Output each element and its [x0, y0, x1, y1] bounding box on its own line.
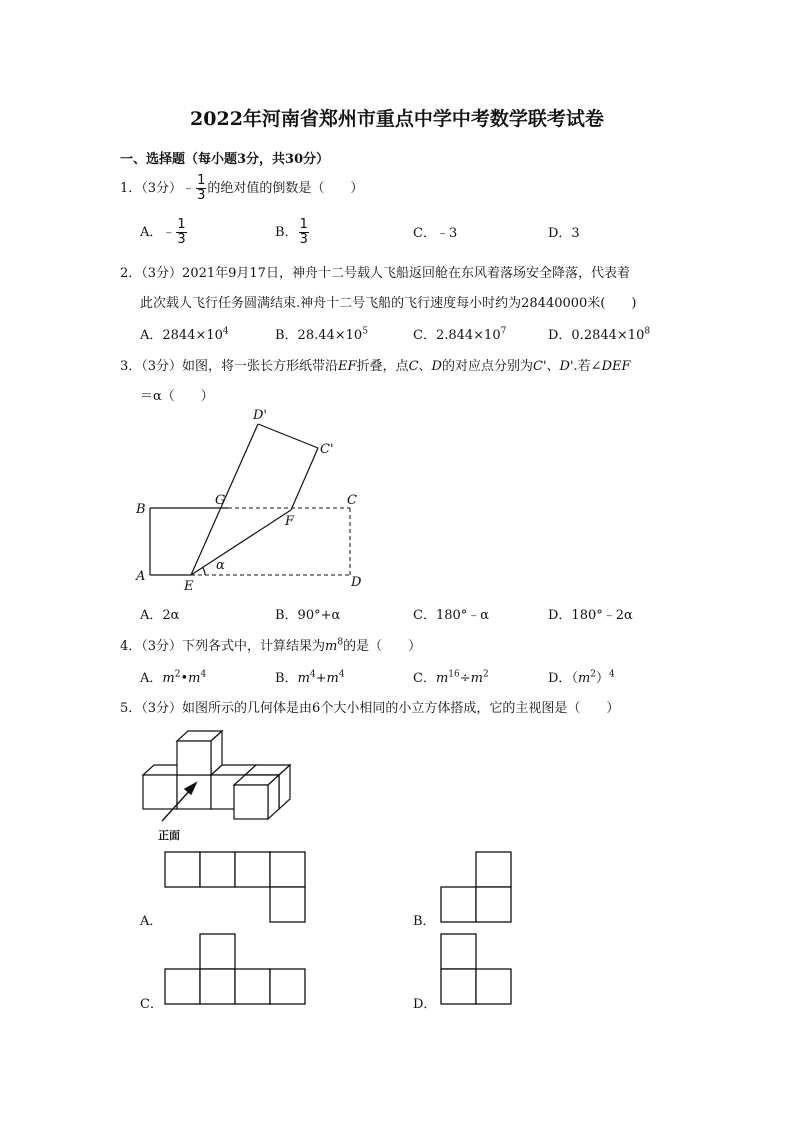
q1-neg: ﹣ — [182, 181, 196, 196]
q4-a-dot: • — [180, 671, 189, 686]
q2-line1: 2．（3分）2021年9月17日，神舟十二号载人飞船返回舱在东风着落场安全降落，代表着 — [120, 266, 630, 281]
q5-d-cell — [441, 969, 476, 1004]
q5-front-front — [234, 785, 268, 819]
q3-label-e: E — [184, 579, 194, 594]
q5-option-c-figure — [164, 933, 306, 1005]
q1-b-fraction — [299, 218, 309, 247]
q3-sep: 、 — [418, 359, 432, 374]
q5-a-cell — [270, 852, 305, 887]
q4-m: m — [325, 639, 338, 654]
q5-option-b: B． — [413, 914, 436, 929]
q4-d-label: D． — [548, 671, 572, 686]
q5-b-cell — [476, 852, 511, 887]
q4-exp: 8 — [337, 637, 344, 648]
q1-fraction — [196, 174, 206, 203]
q2-b-text: B．28.44×10 — [275, 328, 363, 343]
q5-option-d: D． — [413, 997, 437, 1012]
q4-option-c — [413, 667, 489, 686]
q3-text-a: 3．（3分）如图，将一张长方形纸带沿 — [120, 359, 339, 374]
q4-c-m1: m — [435, 671, 449, 686]
q3-label-a: A — [136, 569, 146, 584]
q2-c-exp: 7 — [500, 326, 507, 337]
q4-d-open: （ — [571, 671, 578, 686]
q3-label-f: F — [285, 514, 295, 529]
q3-ef: EF — [338, 359, 357, 374]
q2-option-d — [548, 324, 650, 343]
q2-a-text: A．2844×10 — [140, 328, 223, 343]
q3-alpha-arc — [203, 567, 205, 575]
q1-b-den: 3 — [299, 232, 308, 247]
q2-d-exp: 8 — [644, 326, 651, 337]
q3-d: D — [431, 359, 442, 374]
q4-a-m1: m — [162, 671, 175, 686]
q2-option-c — [413, 324, 506, 343]
q4-d-e1: 2 — [590, 669, 597, 680]
q3-cp: C' — [533, 359, 547, 374]
q3-option-d: D．180°﹣2α — [548, 608, 633, 623]
q3-dp: D' — [559, 359, 574, 374]
q1-a-neg: ﹣ — [162, 225, 176, 240]
q4-a-m2: m — [188, 671, 201, 686]
q1-a-den: 3 — [177, 232, 186, 247]
q3-label-b: B — [136, 502, 146, 517]
q4-option-a — [140, 667, 206, 686]
q2-d-text: D．0.2844×10 — [548, 328, 645, 343]
q5-front-stack — [177, 741, 211, 775]
q5-a-cell — [270, 887, 305, 922]
q5-front-label: 正面 — [158, 829, 180, 842]
q3-text-c: 的对应点分别为 — [441, 359, 533, 374]
q3-option-c: C．180°﹣α — [413, 608, 490, 623]
q1-text: 的绝对值的倒数是（ ） — [207, 181, 364, 196]
q3-figure — [125, 405, 375, 595]
q3-text-d: .若∠ — [573, 359, 602, 374]
q4-b-label: B． — [275, 671, 298, 686]
q4-a-label: A． — [140, 671, 163, 686]
q5-a-cell — [235, 852, 270, 887]
q1-option-b — [275, 218, 310, 247]
q1-a-label: A． — [140, 225, 163, 240]
q3-label-d: D — [351, 575, 362, 590]
q4-option-d — [548, 667, 615, 686]
q5-front-2 — [177, 775, 211, 809]
q4-d-close: ） — [596, 671, 610, 686]
q1-num: 1 — [197, 173, 206, 188]
q4-c-e1: 16 — [448, 669, 460, 680]
q3-line-dpcp — [258, 424, 318, 448]
q4-c-div: ÷ — [459, 671, 471, 686]
q4-d-e2: 4 — [609, 669, 615, 680]
q5-option-b-figure — [440, 851, 512, 923]
q1-a-fraction — [176, 218, 186, 247]
page-title: 2022年河南省郑州市重点中学中考数学联考试卷 — [190, 108, 604, 130]
q5-option-c: C． — [140, 997, 163, 1012]
q5-stem: 5．（3分）如图所示的几何体是由6个大小相同的小立方体搭成，它的主视图是（ ） — [120, 701, 620, 716]
q5-option-a-figure — [164, 851, 306, 923]
q3-label-c: C — [347, 493, 357, 508]
q2-a-exp: 4 — [222, 326, 229, 337]
question-1 — [120, 174, 363, 203]
q4-a-e1: 2 — [174, 669, 181, 680]
q4-c-e2: 2 — [482, 669, 489, 680]
q4-a-e2: 4 — [200, 669, 207, 680]
q5-c-cell — [270, 969, 305, 1004]
q3-line2: ＝α（ ） — [140, 389, 214, 404]
q4-d-m: m — [577, 671, 591, 686]
q5-a-cell — [165, 852, 200, 887]
q4-b-plus: + — [315, 671, 327, 686]
q4-c-label: C． — [413, 671, 436, 686]
q2-line2: 此次载人飞行任务圆满结束.神舟十二号飞船的飞行速度每小时约为28440000米( ) — [140, 296, 637, 311]
q3-sep2: 、 — [546, 359, 560, 374]
q1-b-label: B． — [275, 225, 298, 240]
section-heading: 一、选择题（每小题3分，共30分） — [120, 152, 330, 167]
q3-c: C — [408, 359, 419, 374]
q3-label-g: G — [215, 493, 226, 508]
q5-front-1 — [143, 775, 177, 809]
q5-option-d-figure — [440, 933, 512, 1005]
q5-b-cell — [476, 887, 511, 922]
q2-option-b — [275, 324, 368, 343]
q5-c-cell — [200, 934, 235, 969]
q4-b-e2: 4 — [338, 669, 345, 680]
q1-prefix: 1．（3分） — [120, 181, 183, 196]
q4-stem — [120, 635, 421, 654]
q1-option-a — [140, 218, 188, 247]
q5-d-cell — [441, 934, 476, 969]
q3-label-alpha: α — [216, 558, 225, 573]
q1-option-c: C．﹣3 — [413, 226, 458, 241]
q3-line-cpf — [291, 448, 318, 510]
q3-text-b: 折叠，点 — [356, 359, 409, 374]
q4-b-m2: m — [326, 671, 339, 686]
q3-label-dp: D' — [253, 408, 267, 423]
q4-b-m1: m — [297, 671, 310, 686]
q5-b-cell — [441, 887, 476, 922]
q3-label-cp: C' — [320, 442, 334, 457]
q4-text-a: 4．（3分）下列各式中，计算结果为 — [120, 639, 326, 654]
q5-d-cell — [476, 969, 511, 1004]
q5-c-cell — [165, 969, 200, 1004]
q1-option-d: D．3 — [548, 226, 580, 241]
q4-c-m2: m — [470, 671, 483, 686]
q1-den: 3 — [197, 188, 206, 203]
q4-option-b — [275, 667, 345, 686]
q5-c-cell — [200, 969, 235, 1004]
q4-b-e1: 4 — [309, 669, 316, 680]
q1-a-num: 1 — [177, 217, 186, 232]
q3-def: DEF — [601, 359, 631, 374]
q3-option-a: A．2α — [140, 608, 180, 623]
q2-c-text: C．2.844×10 — [413, 328, 501, 343]
q2-option-a — [140, 324, 229, 343]
q4-text-b: 的是（ ） — [343, 639, 422, 654]
q3-line1 — [120, 355, 631, 374]
q3-option-b: B．90°+α — [275, 608, 341, 623]
q5-c-cell — [235, 969, 270, 1004]
q5-option-a: A． — [140, 914, 163, 929]
q2-b-exp: 5 — [362, 326, 368, 337]
q5-a-cell — [200, 852, 235, 887]
q1-b-num: 1 — [299, 217, 308, 232]
